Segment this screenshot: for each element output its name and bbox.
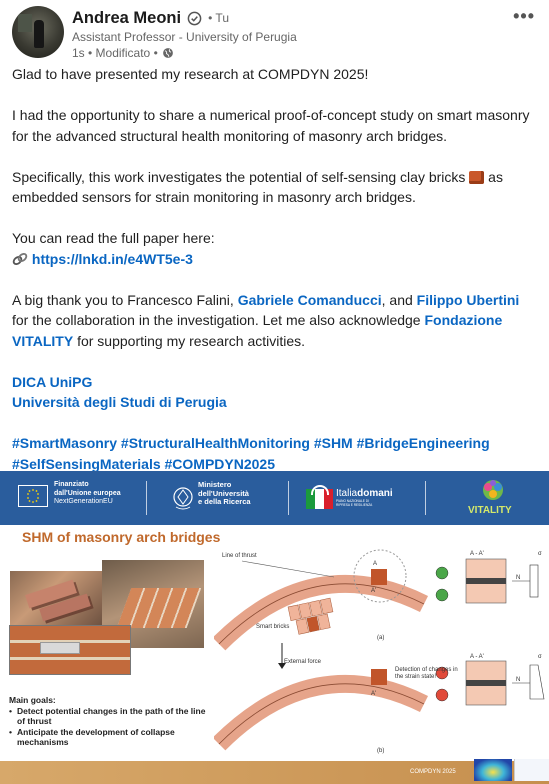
mur-emblem-icon — [172, 485, 194, 511]
mention-unipg[interactable]: Università degli Studi di Perugia — [12, 394, 227, 410]
paper-link[interactable]: https://lnkd.in/e4WT5e-3 — [31, 250, 193, 267]
post-paragraph-3 — [12, 167, 537, 208]
label-line-of-thrust: Line of thrust — [222, 553, 257, 559]
mur-line-2: dell'Università — [198, 488, 249, 498]
label-caption-b: (b) — [377, 748, 385, 754]
banner-divider — [146, 481, 147, 515]
post-paragraph-thanks — [12, 290, 537, 352]
eu-line-1: Finanziato — [54, 481, 89, 488]
thanks-d: for supporting my research activities. — [77, 332, 306, 349]
label-section-b: A - A' — [470, 654, 484, 660]
smart-bricks-sketch — [288, 598, 336, 635]
eu-funding-label — [54, 481, 121, 515]
post-image[interactable] — [0, 471, 549, 784]
label-a-prime-bottom: A' — [371, 691, 377, 697]
post-time: 1s • Modificato • — [72, 46, 158, 60]
slide-footer-label: COMPDYN 2025 — [410, 769, 456, 775]
goals-heading: Main goals: — [9, 695, 56, 705]
italia-domani-logo-icon — [306, 485, 334, 509]
connection-degree: • Tu — [208, 11, 229, 25]
eu-line-3: NextGenerationEU — [54, 498, 113, 505]
link-emoji-icon — [12, 252, 28, 266]
strain-gauge-top-a — [436, 567, 448, 579]
eu-flag-icon — [18, 485, 48, 507]
smart-brick-a — [371, 569, 387, 585]
label-smart-bricks: Smart bricks — [256, 624, 290, 630]
post-header — [12, 6, 537, 58]
footer-contour-image — [474, 759, 512, 781]
label-sigma-b: σ — [538, 654, 542, 660]
label-a-prime-top: A' — [371, 588, 377, 594]
domani-text: domani — [357, 488, 393, 499]
globe-icon — [162, 47, 174, 59]
stress-diagram-b — [530, 665, 544, 699]
smart-brick-b — [371, 669, 387, 685]
goal-item: • Detect potential changes in the path of the line of thrust — [9, 706, 214, 727]
label-n-b: N — [516, 677, 521, 683]
vitality-logo-icon — [476, 477, 510, 507]
italia-text: Italia — [336, 488, 358, 499]
post-meta — [72, 46, 174, 60]
arch-diagram — [214, 549, 549, 761]
banner-divider — [288, 481, 289, 515]
post-body — [12, 64, 537, 474]
label-sigma-a: σ — [538, 551, 542, 557]
author-headline: Assistant Professor - University of Perugia — [72, 30, 297, 44]
goals-box — [9, 695, 214, 748]
more-icon[interactable]: ••• — [513, 6, 535, 26]
brick-photo-3 — [9, 625, 131, 675]
thanks-c: for the collaboration in the investigation. Let me also acknowledge — [12, 312, 421, 328]
label-external-force: External force — [284, 659, 322, 665]
paper-link-row — [12, 249, 537, 270]
mention-gabriele-comanducci[interactable]: Gabriele Comanducci — [237, 291, 382, 308]
mur-label — [198, 481, 251, 515]
goals-list — [9, 706, 214, 748]
italia-domani-label — [336, 488, 393, 507]
strain-gauge-bottom-a — [436, 589, 448, 601]
label-caption-a: (a) — [377, 635, 385, 641]
italia-domani-subtitle: PIANO NAZIONALE DI RIPRESA E RESILIENZA — [336, 499, 373, 507]
label-detection: Detection of changes in the strain state! — [395, 667, 458, 680]
verified-icon — [187, 11, 202, 26]
mur-line-1: Ministero — [198, 480, 232, 489]
author-name-row — [72, 7, 229, 29]
mention-fondazione-vitality[interactable]: Fondazione VITALITY — [12, 312, 503, 349]
slide-footer — [0, 761, 549, 784]
hashtags-line-1[interactable]: #SmartMasonry #StructuralHealthMonitoring #SHM #BridgeEngineering — [12, 435, 490, 451]
label-a-top: A — [373, 561, 378, 567]
strain-gauge-bottom-b — [436, 689, 448, 701]
stress-diagram-a — [530, 565, 538, 597]
label-n-a: N — [516, 575, 521, 581]
vitality-label: VITALITY — [468, 505, 512, 516]
post-paragraph-2: I had the opportunity to share a numerical proof-of-concept study on smart masonry for the advanced structural health monitoring of masonry arch bridges. — [12, 107, 530, 144]
thanks-b: , and — [381, 291, 413, 308]
mention-dica-unipg[interactable]: DICA UniPG — [12, 373, 93, 390]
hashtags-line-2[interactable]: #SelfSensingMaterials #COMPDYN2025 — [12, 455, 275, 472]
mur-line-3: e della Ricerca — [198, 497, 251, 506]
post-paragraph-4: You can read the full paper here: — [12, 230, 215, 246]
author-name[interactable]: Andrea Meoni — [72, 8, 182, 27]
slide-title: SHM of masonry arch bridges — [22, 529, 221, 545]
arch-b — [219, 684, 424, 744]
eu-line-2: dall'Unione europea — [54, 489, 121, 497]
label-section-a: A - A' — [470, 551, 484, 557]
thanks-a: A big thank you to Francesco Falini, — [12, 291, 234, 308]
goal-item: • Anticipate the development of collapse mechanisms — [9, 727, 214, 748]
brick-emoji-icon — [469, 171, 484, 184]
footer-thumbnail — [514, 759, 549, 781]
slide-banner — [0, 471, 549, 525]
brick-photo-1 — [10, 571, 102, 625]
post-line-1: Glad to have presented my research at COMPDYN 2025! — [12, 66, 369, 82]
banner-divider — [425, 481, 426, 515]
post-paragraph-3-b: as embedded sensors for strain monitoring in masonry arch bridges. — [12, 168, 503, 205]
avatar[interactable] — [12, 6, 64, 58]
mention-filippo-ubertini[interactable]: Filippo Ubertini — [416, 291, 520, 308]
post-paragraph-3-a: Specifically, this work investigates the potential of self-sensing clay bricks — [12, 168, 466, 185]
